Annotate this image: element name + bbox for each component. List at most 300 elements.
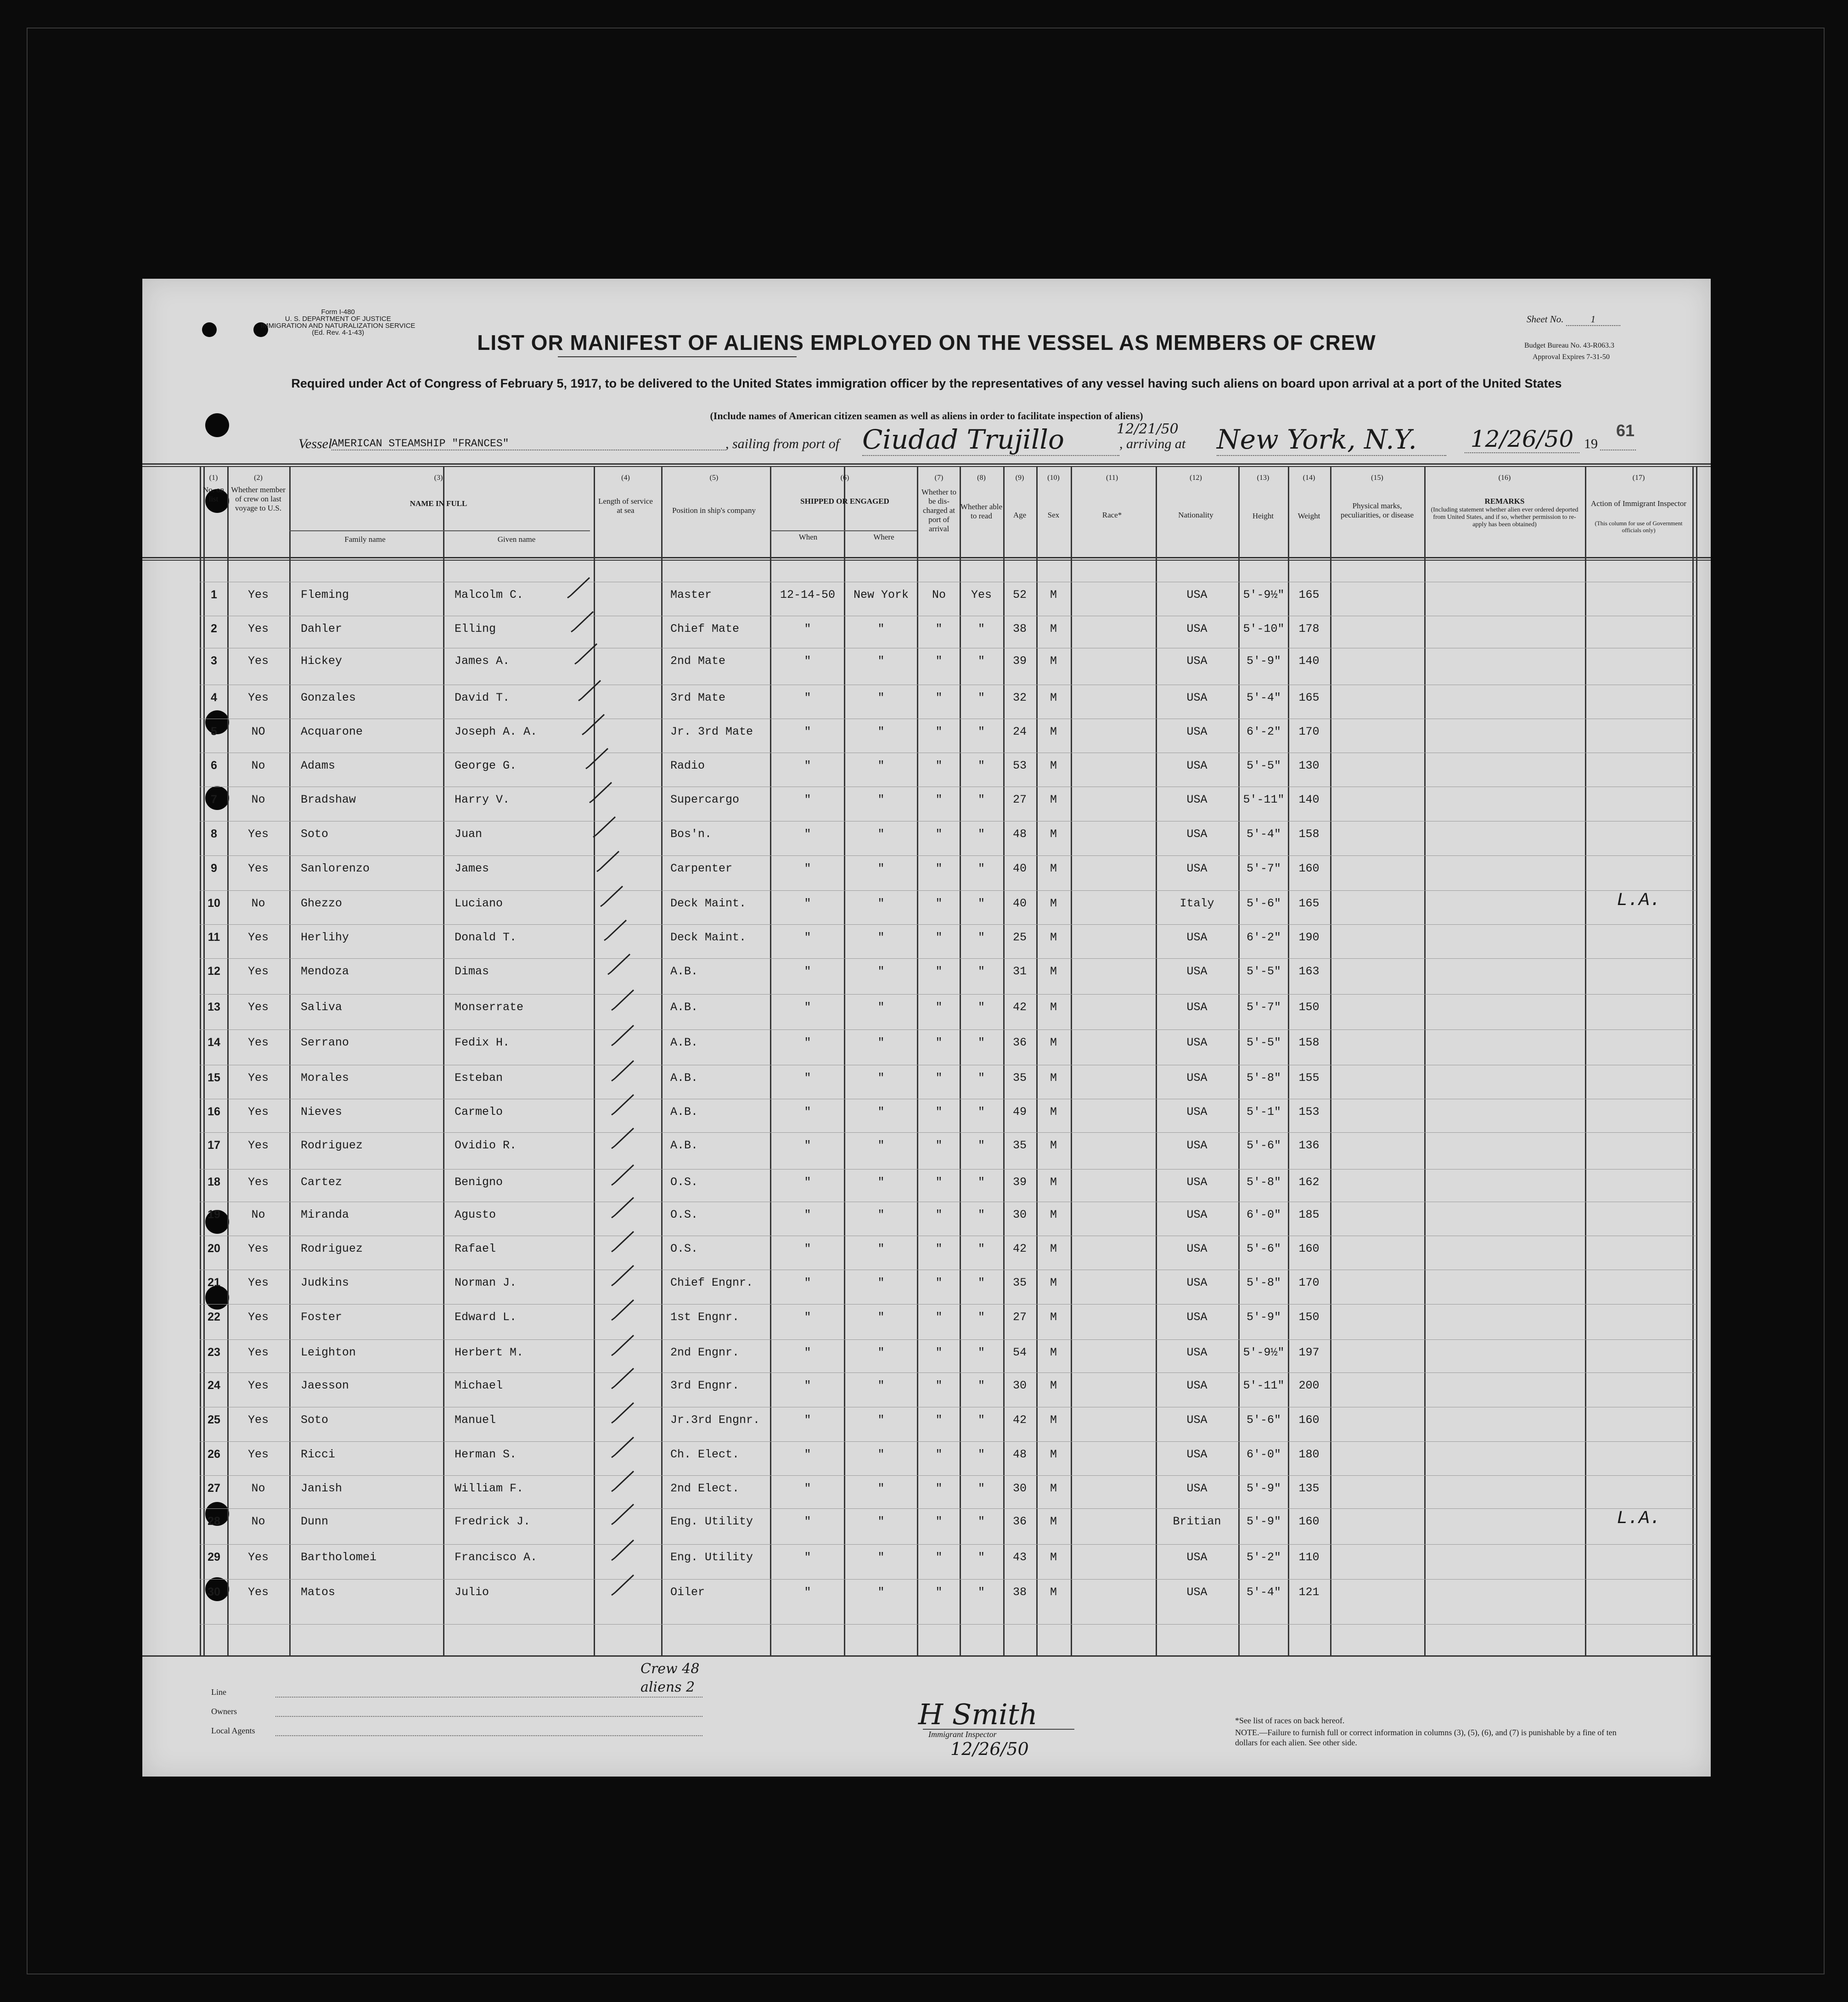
subheader-rule bbox=[770, 530, 917, 531]
cell-sex: M bbox=[1050, 793, 1057, 806]
cell-given: Donald T. bbox=[455, 931, 517, 944]
cell-age: 38 bbox=[1012, 1586, 1027, 1599]
cell-when: " bbox=[804, 1515, 811, 1528]
cell-discharged: " bbox=[935, 1139, 943, 1152]
column-rule bbox=[289, 467, 291, 1656]
cell-action: L.A. bbox=[1616, 1508, 1661, 1529]
cell-where: " bbox=[877, 1379, 885, 1392]
cell-no: 24 bbox=[208, 1379, 220, 1392]
cell-no: 9 bbox=[211, 862, 217, 875]
cell-given: Michael bbox=[455, 1379, 503, 1392]
check-mark-icon bbox=[609, 1333, 636, 1360]
check-mark-icon bbox=[609, 1297, 636, 1325]
cell-when: " bbox=[804, 1175, 811, 1189]
cell-age: 24 bbox=[1012, 725, 1027, 738]
cell-no: 26 bbox=[208, 1448, 220, 1461]
column-rule bbox=[1692, 467, 1694, 1656]
row-rule bbox=[200, 1475, 1696, 1476]
cell-where: " bbox=[877, 691, 885, 704]
cell-family: Mendoza bbox=[301, 965, 349, 978]
cell-family: Sanlorenzo bbox=[301, 862, 370, 875]
cell-when: " bbox=[804, 622, 811, 635]
cell-discharged: " bbox=[935, 1586, 943, 1599]
cell-where: " bbox=[877, 1346, 885, 1359]
cell-no: 18 bbox=[208, 1175, 220, 1188]
cell-nationality: USA bbox=[1186, 1276, 1208, 1289]
approval-expiration: Approval Expires 7-31-50 bbox=[1533, 353, 1610, 361]
cell-sex: M bbox=[1050, 1310, 1057, 1324]
cell-weight: 165 bbox=[1298, 897, 1320, 910]
cell-family: Ricci bbox=[301, 1448, 336, 1461]
cell-last: Yes bbox=[247, 1105, 269, 1119]
cell-where: " bbox=[877, 1448, 885, 1461]
cell-family: Cartez bbox=[301, 1175, 343, 1189]
cell-position: Deck Maint. bbox=[670, 897, 747, 910]
cell-position: 2nd Mate bbox=[670, 654, 726, 668]
cell-where: " bbox=[877, 1515, 885, 1528]
check-mark-icon bbox=[598, 883, 625, 911]
cell-age: 42 bbox=[1012, 1413, 1027, 1427]
cell-family: Matos bbox=[301, 1586, 336, 1599]
cell-nationality: USA bbox=[1186, 1413, 1208, 1427]
column-rule bbox=[1585, 467, 1586, 1656]
cell-last: Yes bbox=[247, 1379, 269, 1392]
cell-nationality: Britian bbox=[1173, 1515, 1221, 1528]
cell-height: 5'-7" bbox=[1246, 862, 1281, 875]
cell-sex: M bbox=[1050, 1379, 1057, 1392]
cell-action: L.A. bbox=[1616, 890, 1661, 911]
col-head-length-service: Length of service at sea bbox=[598, 497, 653, 515]
cell-no: 23 bbox=[208, 1346, 220, 1359]
row-rule bbox=[200, 1441, 1696, 1442]
cell-age: 35 bbox=[1012, 1139, 1027, 1152]
cell-no: 27 bbox=[208, 1482, 220, 1495]
cell-last: Yes bbox=[247, 1586, 269, 1599]
col-num-15: (15) bbox=[1371, 474, 1383, 482]
col-head-nationality: Nationality bbox=[1178, 511, 1213, 519]
cell-position: A.B. bbox=[670, 965, 698, 978]
cell-given: Rafael bbox=[455, 1242, 496, 1255]
col-head-weight: Weight bbox=[1298, 512, 1320, 520]
cell-sex: M bbox=[1050, 827, 1057, 841]
row-rule bbox=[200, 994, 1696, 995]
cell-last: Yes bbox=[247, 1242, 269, 1255]
col-head-height: Height bbox=[1252, 512, 1274, 520]
cell-last: No bbox=[251, 897, 265, 910]
cell-age: 35 bbox=[1012, 1071, 1027, 1085]
row-rule bbox=[200, 924, 1696, 925]
check-mark-icon bbox=[609, 987, 636, 1015]
cell-height: 5'-9" bbox=[1246, 654, 1281, 668]
cell-weight: 200 bbox=[1298, 1379, 1320, 1392]
cell-last: Yes bbox=[247, 1310, 269, 1324]
col-head-no: No. on list bbox=[202, 485, 225, 503]
cell-sex: M bbox=[1050, 622, 1057, 635]
col-head-action: Action of Immigrant Inspector bbox=[1590, 499, 1687, 508]
cell-given: Agusto bbox=[455, 1208, 496, 1221]
column-rule bbox=[960, 467, 961, 1656]
table-top-rule bbox=[142, 463, 1711, 465]
arriving-at-port: New York, N.Y. bbox=[1217, 424, 1446, 456]
column-rule bbox=[770, 467, 771, 1656]
col-head-given-name: Given name bbox=[497, 535, 536, 544]
col-head-family-name: Family name bbox=[344, 535, 386, 544]
cell-position: Jr.3rd Engnr. bbox=[670, 1413, 760, 1427]
cell-position: Radio bbox=[670, 759, 705, 772]
cell-height: 5'-9" bbox=[1246, 1515, 1281, 1528]
cell-when: " bbox=[804, 1310, 811, 1324]
cell-height: 6'-2" bbox=[1246, 931, 1281, 944]
cell-family: Nieves bbox=[301, 1105, 343, 1119]
cell-age: 27 bbox=[1012, 1310, 1027, 1324]
col-head-read: Whether able to read bbox=[960, 502, 1003, 520]
cell-last: No bbox=[251, 759, 265, 772]
cell-no: 21 bbox=[208, 1276, 220, 1289]
cell-given: Norman J. bbox=[455, 1276, 517, 1289]
row-rule bbox=[200, 1544, 1696, 1545]
col-head-discharged: Whether to be dis-charged at port of arrival bbox=[921, 488, 956, 533]
sheet-number: 1 bbox=[1566, 314, 1620, 326]
cell-weight: 190 bbox=[1298, 931, 1320, 944]
cell-last: Yes bbox=[247, 654, 269, 668]
column-rule bbox=[1288, 467, 1289, 1656]
cell-age: 30 bbox=[1012, 1379, 1027, 1392]
cell-position: A.B. bbox=[670, 1139, 698, 1152]
cell-read: " bbox=[977, 1105, 985, 1119]
stamp-number: 61 bbox=[1616, 421, 1635, 440]
col-num-1: (1) bbox=[209, 474, 218, 482]
cell-nationality: USA bbox=[1186, 1001, 1208, 1014]
cell-family: Bradshaw bbox=[301, 793, 356, 806]
cell-where: " bbox=[877, 1482, 885, 1495]
cell-weight: 170 bbox=[1298, 725, 1320, 738]
column-rule bbox=[200, 467, 201, 1656]
cell-family: Judkins bbox=[301, 1276, 349, 1289]
cell-position: 2nd Engnr. bbox=[670, 1346, 740, 1359]
cell-discharged: " bbox=[935, 965, 943, 978]
cell-age: 48 bbox=[1012, 827, 1027, 841]
cell-sex: M bbox=[1050, 1586, 1057, 1599]
cell-discharged: " bbox=[935, 1208, 943, 1221]
footer-agents-label: Local Agents bbox=[211, 1726, 255, 1735]
cell-family: Adams bbox=[301, 759, 336, 772]
cell-last: Yes bbox=[247, 1551, 269, 1564]
cell-where: " bbox=[877, 1586, 885, 1599]
cell-height: 5'-4" bbox=[1246, 827, 1281, 841]
footer-agents-blank bbox=[275, 1735, 702, 1736]
cell-when: " bbox=[804, 654, 811, 668]
col-num-7: (7) bbox=[934, 474, 944, 482]
cell-age: 53 bbox=[1012, 759, 1027, 772]
cell-when: " bbox=[804, 827, 811, 841]
cell-where: " bbox=[877, 725, 885, 738]
cell-sex: M bbox=[1050, 1105, 1057, 1119]
cell-last: Yes bbox=[247, 1001, 269, 1014]
cell-sex: M bbox=[1050, 897, 1057, 910]
cell-when: " bbox=[804, 1001, 811, 1014]
cell-where: " bbox=[877, 654, 885, 668]
cell-no: 20 bbox=[208, 1242, 220, 1255]
cell-discharged: " bbox=[935, 654, 943, 668]
row-rule bbox=[200, 855, 1696, 856]
cell-weight: 140 bbox=[1298, 654, 1320, 668]
column-rule bbox=[1424, 467, 1426, 1656]
cell-when: " bbox=[804, 1551, 811, 1564]
cell-given: Manuel bbox=[455, 1413, 496, 1427]
check-mark-icon bbox=[609, 1434, 636, 1462]
cell-weight: 153 bbox=[1298, 1105, 1320, 1119]
cell-when: " bbox=[804, 691, 811, 704]
sheet-label: Sheet No. bbox=[1527, 314, 1564, 325]
col-num-3: (3) bbox=[434, 474, 443, 482]
column-rule bbox=[1156, 467, 1157, 1656]
cell-nationality: USA bbox=[1186, 931, 1208, 944]
sheet-number-label bbox=[1527, 314, 1620, 326]
races-note: *See list of races on back hereof. bbox=[1235, 1716, 1345, 1725]
cell-nationality: USA bbox=[1186, 793, 1208, 806]
cell-weight: 158 bbox=[1298, 827, 1320, 841]
cell-discharged: " bbox=[935, 1175, 943, 1189]
sailing-from-port: Ciudad Trujillo bbox=[862, 424, 1119, 456]
cell-weight: 178 bbox=[1298, 622, 1320, 635]
col-head-position: Position in ship's company bbox=[672, 506, 756, 515]
column-rule bbox=[1696, 467, 1697, 1656]
cell-read: " bbox=[977, 622, 985, 635]
cell-age: 27 bbox=[1012, 793, 1027, 806]
row-rule bbox=[200, 1624, 1696, 1625]
cell-given: Julio bbox=[455, 1586, 489, 1599]
cell-no: 19 bbox=[208, 1208, 220, 1221]
check-mark-icon bbox=[605, 951, 633, 979]
cell-height: 5'-4" bbox=[1246, 691, 1281, 704]
row-rule bbox=[200, 1169, 1696, 1170]
footer-owners-blank bbox=[275, 1716, 702, 1717]
cell-family: Ghezzo bbox=[301, 897, 343, 910]
cell-weight: 162 bbox=[1298, 1175, 1320, 1189]
cell-no: 11 bbox=[208, 931, 220, 944]
cell-where: " bbox=[877, 1001, 885, 1014]
column-rule bbox=[1071, 467, 1072, 1656]
sailing-from-label: , sailing from port of bbox=[725, 436, 840, 451]
inspector-title: Immigrant Inspector bbox=[928, 1730, 997, 1739]
cell-read: " bbox=[977, 1346, 985, 1359]
cell-last: Yes bbox=[247, 1346, 269, 1359]
cell-read: " bbox=[977, 1001, 985, 1014]
cell-family: Leighton bbox=[301, 1346, 356, 1359]
cell-weight: 180 bbox=[1298, 1448, 1320, 1461]
cell-age: 39 bbox=[1012, 1175, 1027, 1189]
cell-last: No bbox=[251, 1208, 265, 1221]
cell-discharged: " bbox=[935, 1413, 943, 1427]
cell-where: " bbox=[877, 897, 885, 910]
col-num-13: (13) bbox=[1257, 474, 1269, 482]
cell-age: 49 bbox=[1012, 1105, 1027, 1119]
cell-age: 42 bbox=[1012, 1001, 1027, 1014]
aliens-total-note: aliens 2 bbox=[640, 1679, 695, 1695]
cell-position: Eng. Utility bbox=[670, 1515, 753, 1528]
check-mark-icon bbox=[601, 917, 629, 945]
cell-when: " bbox=[804, 1242, 811, 1255]
cell-sex: M bbox=[1050, 1276, 1057, 1289]
cell-position: Jr. 3rd Mate bbox=[670, 725, 753, 738]
cell-where: " bbox=[877, 1071, 885, 1085]
cell-discharged: " bbox=[935, 1276, 943, 1289]
cell-position: Chief Engnr. bbox=[670, 1276, 753, 1289]
cell-position: Eng. Utility bbox=[670, 1551, 753, 1564]
check-mark-icon bbox=[590, 814, 618, 842]
cell-discharged: " bbox=[935, 1482, 943, 1495]
cell-age: 36 bbox=[1012, 1036, 1027, 1049]
cell-discharged: " bbox=[935, 897, 943, 910]
footer-line-label: Line bbox=[211, 1687, 226, 1697]
cell-family: Dahler bbox=[301, 622, 343, 635]
column-rule bbox=[844, 467, 845, 1656]
cell-nationality: USA bbox=[1186, 1175, 1208, 1189]
cell-given: Dimas bbox=[455, 965, 489, 978]
footer-line-blank bbox=[275, 1697, 702, 1698]
cell-given: Fredrick J. bbox=[455, 1515, 531, 1528]
form-number: Form I-480 bbox=[321, 308, 355, 316]
cell-weight: 135 bbox=[1298, 1482, 1320, 1495]
cell-age: 42 bbox=[1012, 1242, 1027, 1255]
cell-position: O.S. bbox=[670, 1242, 698, 1255]
check-mark-icon bbox=[609, 1468, 636, 1496]
cell-read: " bbox=[977, 725, 985, 738]
cell-last: No bbox=[251, 1482, 265, 1495]
cell-no: 3 bbox=[211, 654, 217, 667]
cell-nationality: USA bbox=[1186, 1036, 1208, 1049]
col-num-2: (2) bbox=[254, 474, 263, 482]
cell-position: A.B. bbox=[670, 1071, 698, 1085]
cell-sex: M bbox=[1050, 1139, 1057, 1152]
cell-read: " bbox=[977, 1310, 985, 1324]
cell-family: Rodriguez bbox=[301, 1242, 363, 1255]
cell-sex: M bbox=[1050, 1242, 1057, 1255]
col-head-physical-marks: Physical marks, peculiarities, or disease bbox=[1340, 501, 1414, 519]
cell-discharged: No bbox=[932, 588, 946, 602]
cell-read: " bbox=[977, 931, 985, 944]
col-num-14: (14) bbox=[1303, 474, 1315, 482]
cell-height: 5'-6" bbox=[1246, 1413, 1281, 1427]
cell-read: " bbox=[977, 1139, 985, 1152]
cell-sex: M bbox=[1050, 931, 1057, 944]
cell-no: 7 bbox=[211, 793, 217, 806]
cell-no: 15 bbox=[208, 1071, 220, 1084]
cell-family: Morales bbox=[301, 1071, 349, 1085]
cell-nationality: USA bbox=[1186, 759, 1208, 772]
cell-height: 5'-9½" bbox=[1243, 1346, 1285, 1359]
cell-weight: 197 bbox=[1298, 1346, 1320, 1359]
cell-read: " bbox=[977, 1276, 985, 1289]
cell-age: 25 bbox=[1012, 931, 1027, 944]
cell-discharged: " bbox=[935, 1105, 943, 1119]
title-rule bbox=[558, 356, 797, 357]
cell-last: No bbox=[251, 793, 265, 806]
cell-weight: 165 bbox=[1298, 691, 1320, 704]
column-rule bbox=[661, 467, 663, 1656]
cell-last: Yes bbox=[247, 862, 269, 875]
cell-where: " bbox=[877, 1139, 885, 1152]
cell-age: 40 bbox=[1012, 862, 1027, 875]
inspection-date: 12/26/50 bbox=[950, 1739, 1029, 1759]
cell-last: Yes bbox=[247, 965, 269, 978]
cell-read: " bbox=[977, 1482, 985, 1495]
cell-read: " bbox=[977, 1036, 985, 1049]
cell-height: 6'-2" bbox=[1246, 725, 1281, 738]
cell-sex: M bbox=[1050, 725, 1057, 738]
cell-when: " bbox=[804, 1071, 811, 1085]
cell-sex: M bbox=[1050, 1413, 1057, 1427]
arrival-date: 12/26/50 bbox=[1465, 426, 1579, 453]
cell-sex: M bbox=[1050, 1346, 1057, 1359]
cell-nationality: USA bbox=[1186, 1242, 1208, 1255]
check-mark-icon bbox=[594, 849, 622, 876]
check-mark-icon bbox=[609, 1400, 636, 1428]
cell-read: " bbox=[977, 1515, 985, 1528]
cell-discharged: " bbox=[935, 691, 943, 704]
cell-given: Fedix H. bbox=[455, 1036, 510, 1049]
cell-no: 17 bbox=[208, 1139, 220, 1152]
cell-weight: 110 bbox=[1298, 1551, 1320, 1564]
cell-discharged: " bbox=[935, 1071, 943, 1085]
header-bottom-rule bbox=[142, 557, 1711, 558]
budget-bureau-number: Budget Bureau No. 43-R063.3 bbox=[1524, 342, 1614, 349]
cell-position: O.S. bbox=[670, 1208, 698, 1221]
cell-no: 16 bbox=[208, 1105, 220, 1118]
cell-when: " bbox=[804, 1448, 811, 1461]
cell-given: Joseph A. A. bbox=[455, 725, 538, 738]
cell-sex: M bbox=[1050, 654, 1057, 668]
cell-nationality: USA bbox=[1186, 1071, 1208, 1085]
column-rule bbox=[917, 467, 918, 1656]
cell-discharged: " bbox=[935, 793, 943, 806]
cell-when: " bbox=[804, 1346, 811, 1359]
cell-read: " bbox=[977, 1586, 985, 1599]
cell-nationality: USA bbox=[1186, 862, 1208, 875]
cell-no: 10 bbox=[208, 897, 220, 910]
cell-weight: 160 bbox=[1298, 1515, 1320, 1528]
check-mark-icon bbox=[587, 780, 614, 807]
cell-sex: M bbox=[1050, 1482, 1057, 1495]
cell-weight: 150 bbox=[1298, 1001, 1320, 1014]
cell-nationality: USA bbox=[1186, 1139, 1208, 1152]
manifest-sheet bbox=[142, 279, 1711, 1777]
page-subtitle: Required under Act of Congress of February 5, 1917, to be delivered to the United States immigration officer by the representatives of any vessel having such aliens on board upon arrival at a port of the United States bbox=[291, 377, 1562, 390]
cell-last: Yes bbox=[247, 1175, 269, 1189]
cell-age: 32 bbox=[1012, 691, 1027, 704]
cell-read: " bbox=[977, 691, 985, 704]
cell-where: " bbox=[877, 1105, 885, 1119]
column-rule bbox=[227, 467, 229, 1656]
form-revision: (Ed. Rev. 4-1-43) bbox=[312, 329, 365, 337]
check-mark-icon bbox=[572, 641, 600, 669]
cell-sex: M bbox=[1050, 1448, 1057, 1461]
cell-family: Serrano bbox=[301, 1036, 349, 1049]
check-mark-icon bbox=[609, 1125, 636, 1153]
cell-nationality: USA bbox=[1186, 1105, 1208, 1119]
check-mark-icon bbox=[609, 1502, 636, 1529]
cell-family: Foster bbox=[301, 1310, 343, 1324]
check-mark-icon bbox=[609, 1229, 636, 1256]
cell-family: Soto bbox=[301, 827, 329, 841]
cell-read: " bbox=[977, 862, 985, 875]
cell-given: Carmelo bbox=[455, 1105, 503, 1119]
cell-last: Yes bbox=[247, 1276, 269, 1289]
cell-last: Yes bbox=[247, 691, 269, 704]
cell-family: Janish bbox=[301, 1482, 343, 1495]
cell-age: 52 bbox=[1012, 588, 1027, 602]
cell-where: " bbox=[877, 1551, 885, 1564]
